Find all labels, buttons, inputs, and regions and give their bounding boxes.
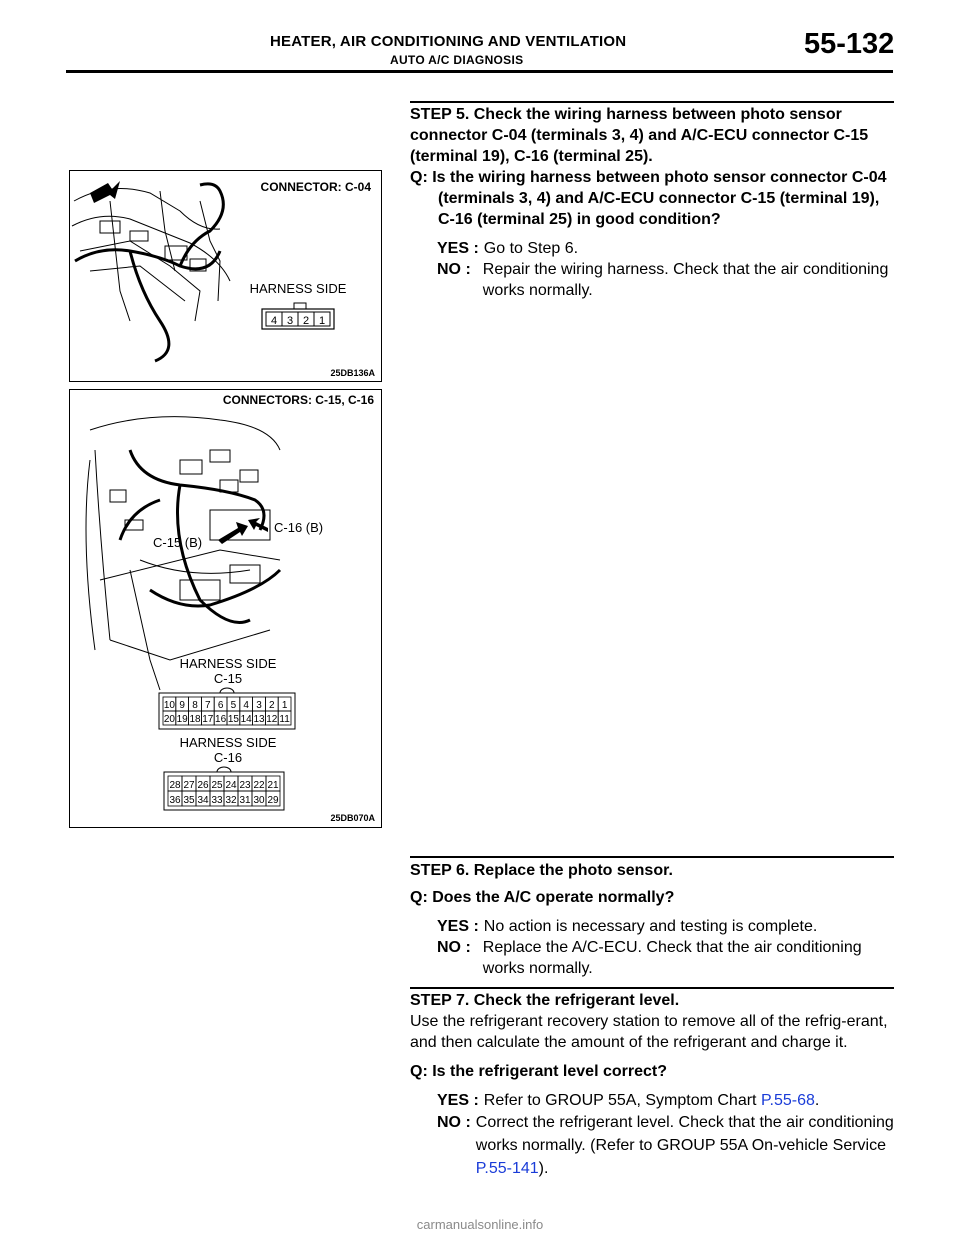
pin-label: 1 [281,700,288,711]
yes-key: YES : [437,240,479,257]
pin-label: 6 [217,700,224,711]
yes-key: YES : [437,918,479,935]
pin-label: 3 [256,700,262,711]
yes-end: . [814,1092,820,1109]
pin-label: 15 [227,714,239,725]
pin-label: 2 [302,315,310,327]
figure1-code: 25DB136A [330,368,375,378]
step7-block [410,990,894,1180]
step7-question: Q: Is the refrigerant level correct? [410,1063,667,1080]
step5-title: STEP 5. Check the wiring harness between photo sensor connector C-04 (terminals 3, 4) and A/C-ECU connector C-15 (terminal 19), C-16 (terminal 25). [410,106,869,165]
pin-label: 29 [267,795,279,806]
pin-label: 33 [211,795,223,806]
dashboard-harness-drawing-2 [70,390,381,827]
watermark-footer: carmanualsonline.info [416,1217,544,1232]
pin-label: 35 [183,795,195,806]
pin-label: 14 [240,714,252,725]
page-number: 55-132 [804,28,895,60]
figure2-harness-label-2: HARNESS SIDE [179,735,277,750]
figure1-harness-label: HARNESS SIDE [249,281,347,296]
pin-label: 31 [239,795,251,806]
step5-no-answer [437,259,894,301]
pin-label: 25 [211,780,223,791]
no-key: NO : [437,939,471,956]
figure1-title: CONNECTOR: C-04 [260,180,371,194]
figure2-title: CONNECTORS: C-15, C-16 [222,393,374,407]
page-link-55-68[interactable]: P.55-68 [760,1092,815,1109]
step7-body: Use the refrigerant recovery station to remove all of the refrig-erant, and then calculate the amount of the refrigerant and charge it. [410,1013,888,1051]
dashboard-harness-drawing-1 [70,171,381,381]
pin-label: 28 [169,780,181,791]
callout-c16: C-16 (B) [274,520,324,535]
pin-label: 8 [192,700,198,711]
step7-rule [410,987,894,989]
pin-label: 10 [163,700,175,711]
pin-label: 34 [197,795,209,806]
figure-connectors-c15-c16 [69,389,382,828]
connector-c16-diagram [164,767,284,810]
pin-label: 4 [243,700,249,711]
yes-text: No action is necessary and testing is complete. [483,918,818,935]
figure2-connector-1: C-15 [213,671,243,686]
no-key: NO : [437,1114,471,1131]
pin-label: 4 [270,315,278,327]
no-text: Repair the wiring harness. Check that the air conditioning works normally. [482,261,889,299]
arrow-icon [90,181,120,203]
step6-yes-answer [437,916,894,937]
step5-question: Q: Is the wiring harness between photo sensor connector C-04 (terminals 3, 4) and A/C-ECU connector C-15 (terminal 19), C-16 (terminal 25) in good condition? [410,169,887,228]
figure-connector-c04 [69,170,382,382]
pin-label: 32 [225,795,237,806]
step6-rule [410,856,894,858]
pin-label: 12 [266,714,278,725]
pin-label: 3 [286,315,294,327]
pin-label: 1 [318,315,326,327]
step7-title: STEP 7. Check the refrigerant level. [410,992,680,1009]
pin-label: 2 [269,700,275,711]
pin-label: 11 [279,714,290,725]
pin-label: 18 [189,714,201,725]
pin-label: 5 [230,700,237,711]
figure2-code: 25DB070A [330,813,375,823]
pin-label: 36 [169,795,181,806]
step5-block [410,104,894,301]
pin-label: 21 [267,780,279,791]
section-subtitle: AUTO A/C DIAGNOSIS [390,53,524,67]
no-text: Correct the refrigerant level. Check that the air conditioning works normally. (Refer to GROUP 55A On-vehicle Service [475,1114,894,1154]
yes-text: Refer to GROUP 55A, Symptom Chart [483,1092,761,1109]
pin-label: 13 [253,714,265,725]
step6-no-answer [437,937,894,979]
manual-title: HEATER, AIR CONDITIONING AND VENTILATION [270,33,627,50]
no-end: ). [538,1160,549,1177]
pin-label: 20 [163,714,175,725]
step6-question: Q: Does the A/C operate normally? [410,889,675,906]
figure2-harness-label-1: HARNESS SIDE [179,656,277,671]
pin-label: 30 [253,795,265,806]
pin-label: 19 [176,714,188,725]
step6-title: STEP 6. Replace the photo sensor. [410,862,673,879]
pin-label: 27 [183,780,195,791]
pin-label: 26 [197,780,209,791]
step5-rule [410,101,894,103]
pin-label: 17 [202,714,214,725]
yes-text: Go to Step 6. [483,240,579,257]
no-text: Replace the A/C-ECU. Check that the air conditioning works normally. [482,939,862,977]
callout-c15: C-15 (B) [153,535,203,550]
step5-yes-answer [437,238,894,259]
page-link-55-141[interactable]: P.55-141 [475,1160,539,1177]
pin-label: 7 [205,700,211,711]
step6-block [410,860,894,979]
arrow-icon [218,522,248,544]
pin-label: 24 [225,780,237,791]
pin-label: 16 [215,714,227,725]
no-key: NO : [437,261,471,278]
pin-label: 23 [239,780,251,791]
connector-c15-diagram [159,688,295,729]
pin-label: 22 [253,780,265,791]
pin-label: 9 [179,700,185,711]
yes-key: YES : [437,1092,479,1109]
step7-no-answer [437,1111,894,1180]
step7-yes-answer [437,1090,894,1111]
header-rule [66,70,893,73]
figure2-connector-2: C-16 [213,750,243,765]
